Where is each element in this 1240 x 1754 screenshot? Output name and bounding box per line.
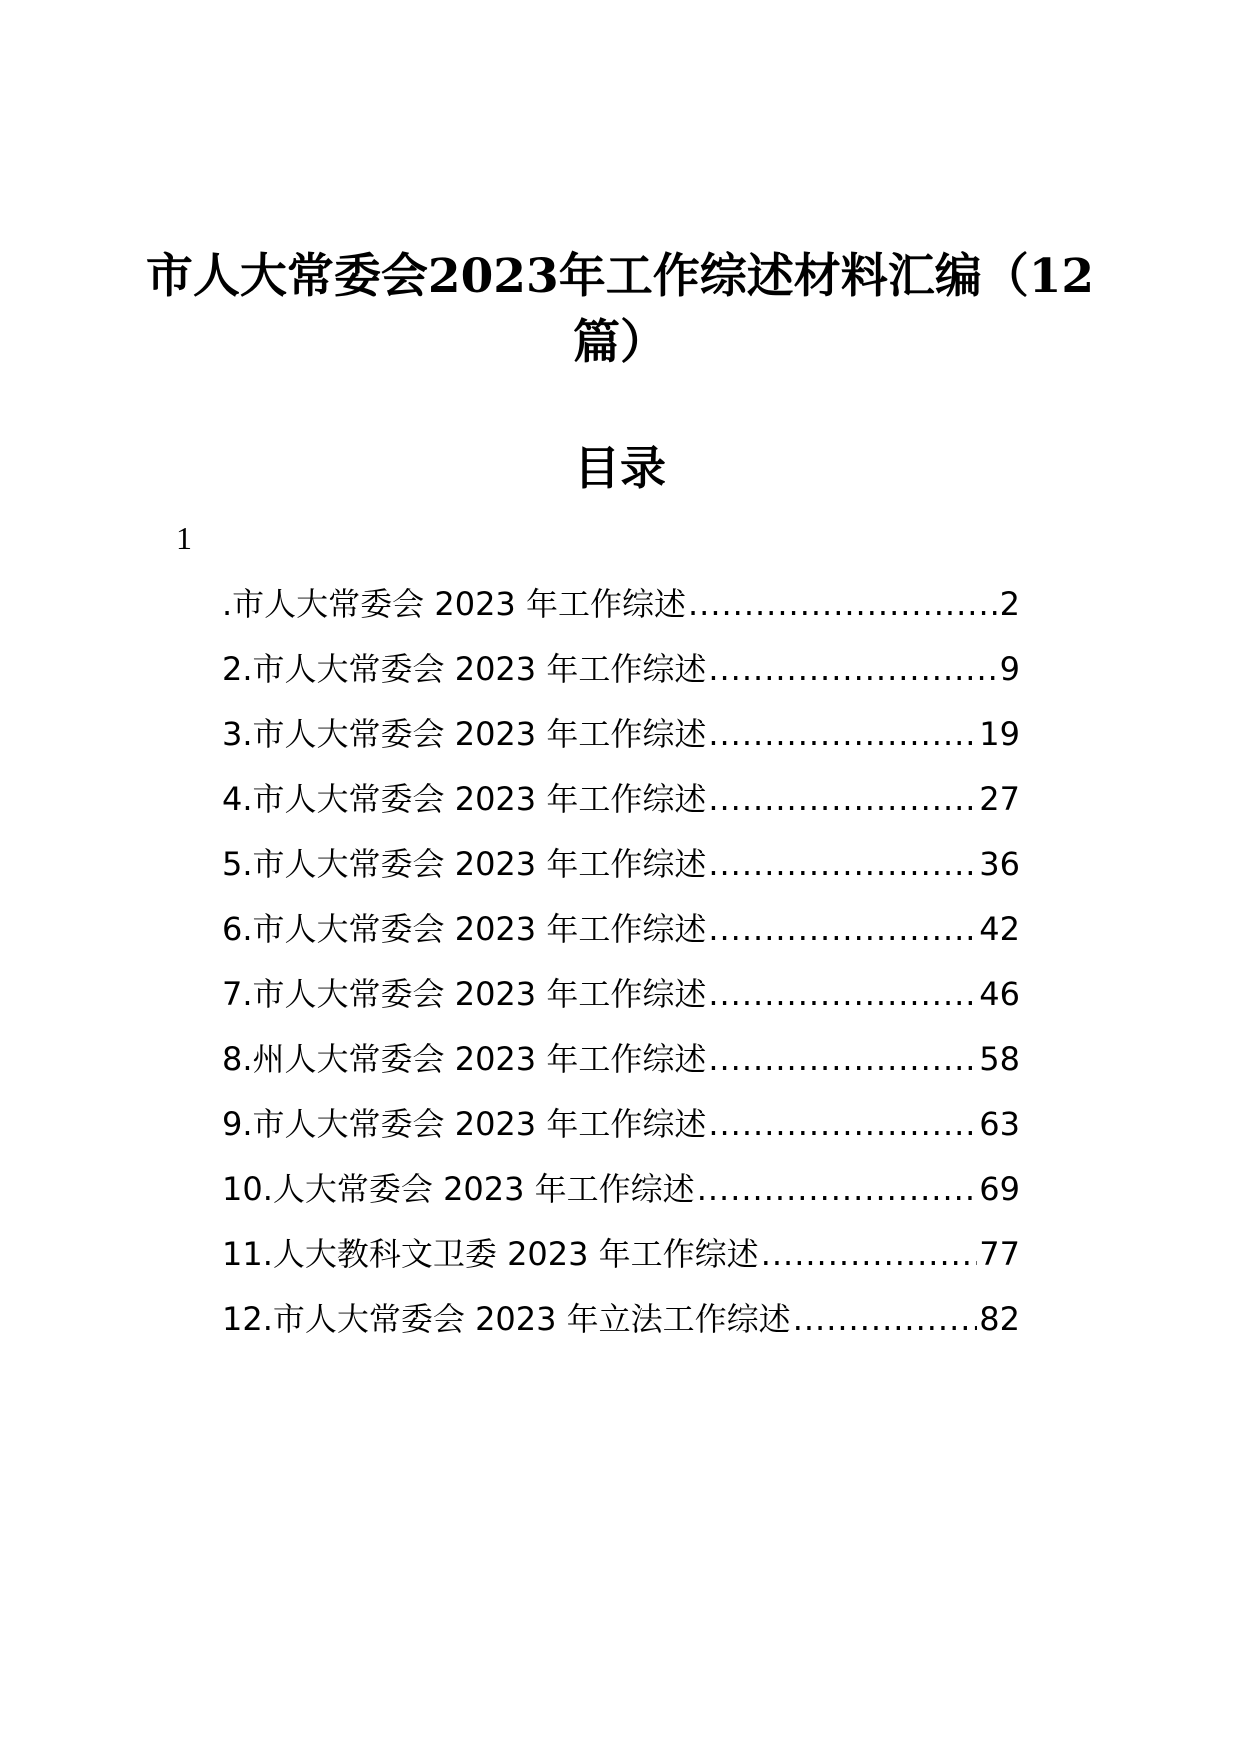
toc-entry-page: 46 — [979, 975, 1020, 1013]
toc-entry-page: 42 — [979, 910, 1020, 948]
toc-entry-page: 82 — [979, 1300, 1020, 1338]
toc-entry-8[interactable] — [222, 1027, 1020, 1092]
toc-entry-title: 4.市人大常委会 2023 年工作综述 — [222, 780, 707, 818]
toc-entry-page: 77 — [979, 1235, 1020, 1273]
toc-entry-page: 19 — [979, 715, 1020, 753]
toc-entry-3[interactable] — [222, 702, 1020, 767]
toc-entry-title: .市人大常委会 2023 年工作综述 — [222, 585, 686, 623]
toc-entry-6[interactable] — [222, 897, 1020, 962]
toc-dot-leader — [708, 1027, 977, 1092]
toc-dot-leader — [708, 962, 977, 1027]
document-title-line-1: 市人大常委会2023年工作综述材料汇编（12 — [145, 249, 1095, 304]
document-title — [140, 244, 1100, 376]
toc-entry-1[interactable] — [222, 572, 1020, 637]
toc-entry-page: 63 — [979, 1105, 1020, 1143]
toc-dot-leader — [708, 767, 977, 832]
toc-dot-leader — [708, 832, 977, 897]
toc-dot-leader — [793, 1287, 978, 1352]
toc-entry-page: 58 — [979, 1040, 1020, 1078]
toc-entry-7[interactable] — [222, 962, 1020, 1027]
toc-entry-title: 7.市人大常委会 2023 年工作综述 — [222, 975, 707, 1013]
table-of-contents — [222, 572, 1020, 1352]
toc-entry-11[interactable] — [222, 1222, 1020, 1287]
toc-entry-title: 2.市人大常委会 2023 年工作综述 — [222, 650, 707, 688]
toc-entry-title: 6.市人大常委会 2023 年工作综述 — [222, 910, 707, 948]
document-title-line-2: 篇） — [573, 315, 667, 370]
toc-entry-title: 12.市人大常委会 2023 年立法工作综述 — [222, 1300, 791, 1338]
toc-dot-leader — [697, 1157, 978, 1222]
toc-entry-page: 2 — [999, 585, 1020, 623]
toc-heading: 目录 — [574, 441, 666, 495]
toc-dot-leader — [708, 637, 997, 702]
toc-dot-leader — [761, 1222, 978, 1287]
toc-entry-title: 8.州人大常委会 2023 年工作综述 — [222, 1040, 707, 1078]
toc-entry-page: 69 — [979, 1170, 1020, 1208]
toc-dot-leader — [708, 1092, 977, 1157]
toc-entry-title: 10.人大常委会 2023 年工作综述 — [222, 1170, 695, 1208]
toc-entry-9[interactable] — [222, 1092, 1020, 1157]
toc-entry-title: 11.人大教科文卫委 2023 年工作综述 — [222, 1235, 759, 1273]
toc-dot-leader — [708, 897, 977, 962]
toc-entry-title: 3.市人大常委会 2023 年工作综述 — [222, 715, 707, 753]
toc-entry-5[interactable] — [222, 832, 1020, 897]
toc-entry-2[interactable] — [222, 637, 1020, 702]
toc-entry-12[interactable] — [222, 1287, 1020, 1352]
toc-entry-page: 9 — [999, 650, 1020, 688]
toc-entry-page: 27 — [979, 780, 1020, 818]
toc-dot-leader — [688, 572, 998, 637]
toc-entry-title: 5.市人大常委会 2023 年工作综述 — [222, 845, 707, 883]
toc-dot-leader — [708, 702, 977, 767]
toc-entry-page: 36 — [979, 845, 1020, 883]
toc-entry-4[interactable] — [222, 767, 1020, 832]
toc-entry-10[interactable] — [222, 1157, 1020, 1222]
stray-number: 1 — [176, 520, 192, 556]
toc-entry-title: 9.市人大常委会 2023 年工作综述 — [222, 1105, 707, 1143]
